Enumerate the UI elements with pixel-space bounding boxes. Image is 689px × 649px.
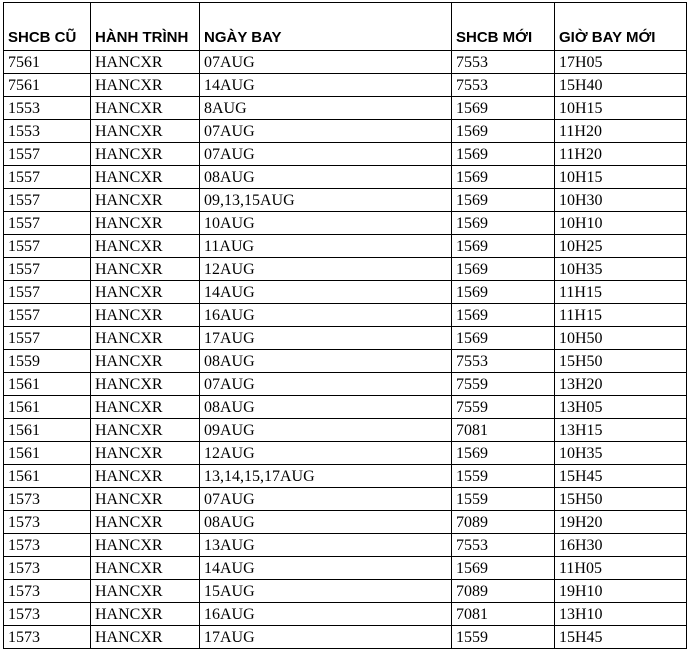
- table-row: [4, 97, 687, 120]
- cell-new-flight-time: 10H30: [555, 189, 687, 212]
- cell-new-flight-number: 7089: [452, 580, 555, 603]
- cell-route: HANCXR: [91, 166, 200, 189]
- cell-flight-date: 08AUG: [200, 511, 452, 534]
- cell-old-flight-number: 1557: [4, 166, 91, 189]
- cell-old-flight-number: 1559: [4, 350, 91, 373]
- flight-change-table: [3, 2, 687, 649]
- cell-route: HANCXR: [91, 189, 200, 212]
- table-row: [4, 419, 687, 442]
- cell-route: HANCXR: [91, 419, 200, 442]
- cell-flight-date: 13AUG: [200, 534, 452, 557]
- cell-new-flight-time: 19H10: [555, 580, 687, 603]
- cell-new-flight-number: 1559: [452, 465, 555, 488]
- cell-new-flight-number: 1569: [452, 442, 555, 465]
- cell-flight-date: 08AUG: [200, 350, 452, 373]
- cell-new-flight-time: 13H15: [555, 419, 687, 442]
- table-row: [4, 166, 687, 189]
- cell-new-flight-time: 11H05: [555, 557, 687, 580]
- table-row: [4, 442, 687, 465]
- cell-flight-date: 13,14,15,17AUG: [200, 465, 452, 488]
- cell-route: HANCXR: [91, 51, 200, 74]
- cell-route: HANCXR: [91, 235, 200, 258]
- table-row: [4, 258, 687, 281]
- cell-old-flight-number: 1557: [4, 281, 91, 304]
- header-new-flight-number: SHCB MỚI: [452, 3, 555, 51]
- cell-flight-date: 10AUG: [200, 212, 452, 235]
- cell-old-flight-number: 1573: [4, 557, 91, 580]
- cell-old-flight-number: 1573: [4, 488, 91, 511]
- cell-new-flight-number: 7081: [452, 419, 555, 442]
- cell-route: HANCXR: [91, 511, 200, 534]
- cell-old-flight-number: 1573: [4, 534, 91, 557]
- cell-old-flight-number: 1557: [4, 327, 91, 350]
- cell-old-flight-number: 1573: [4, 603, 91, 626]
- cell-flight-date: 07AUG: [200, 51, 452, 74]
- cell-new-flight-number: 1569: [452, 304, 555, 327]
- cell-new-flight-number: 1559: [452, 626, 555, 649]
- cell-flight-date: 11AUG: [200, 235, 452, 258]
- cell-route: HANCXR: [91, 442, 200, 465]
- cell-new-flight-time: 10H25: [555, 235, 687, 258]
- cell-old-flight-number: 1561: [4, 465, 91, 488]
- cell-route: HANCXR: [91, 488, 200, 511]
- table-row: [4, 120, 687, 143]
- cell-new-flight-time: 17H05: [555, 51, 687, 74]
- cell-route: HANCXR: [91, 465, 200, 488]
- cell-new-flight-number: 1569: [452, 557, 555, 580]
- cell-old-flight-number: 1557: [4, 189, 91, 212]
- cell-new-flight-time: 16H30: [555, 534, 687, 557]
- table-header-row: [4, 3, 687, 51]
- header-new-flight-time: GIỜ BAY MỚI: [555, 3, 687, 51]
- table-row: [4, 304, 687, 327]
- cell-route: HANCXR: [91, 603, 200, 626]
- cell-new-flight-number: 1569: [452, 281, 555, 304]
- cell-old-flight-number: 1557: [4, 143, 91, 166]
- cell-route: HANCXR: [91, 396, 200, 419]
- cell-new-flight-time: 13H20: [555, 373, 687, 396]
- cell-old-flight-number: 7561: [4, 74, 91, 97]
- cell-new-flight-number: 1569: [452, 235, 555, 258]
- table-row: [4, 373, 687, 396]
- cell-flight-date: 8AUG: [200, 97, 452, 120]
- cell-flight-date: 07AUG: [200, 488, 452, 511]
- table-row: [4, 626, 687, 649]
- cell-old-flight-number: 1561: [4, 396, 91, 419]
- cell-old-flight-number: 1561: [4, 373, 91, 396]
- cell-new-flight-time: 10H35: [555, 258, 687, 281]
- cell-new-flight-number: 7553: [452, 350, 555, 373]
- cell-flight-date: 07AUG: [200, 143, 452, 166]
- cell-new-flight-time: 15H50: [555, 350, 687, 373]
- cell-new-flight-time: 19H20: [555, 511, 687, 534]
- cell-new-flight-time: 15H45: [555, 465, 687, 488]
- cell-flight-date: 17AUG: [200, 327, 452, 350]
- table-row: [4, 235, 687, 258]
- table-row: [4, 51, 687, 74]
- cell-new-flight-time: 11H15: [555, 304, 687, 327]
- cell-route: HANCXR: [91, 143, 200, 166]
- cell-route: HANCXR: [91, 258, 200, 281]
- table-row: [4, 603, 687, 626]
- cell-new-flight-number: 7089: [452, 511, 555, 534]
- cell-route: HANCXR: [91, 580, 200, 603]
- cell-route: HANCXR: [91, 74, 200, 97]
- cell-new-flight-number: 1569: [452, 258, 555, 281]
- cell-route: HANCXR: [91, 304, 200, 327]
- cell-new-flight-number: 7553: [452, 534, 555, 557]
- cell-route: HANCXR: [91, 212, 200, 235]
- cell-flight-date: 12AUG: [200, 442, 452, 465]
- cell-route: HANCXR: [91, 557, 200, 580]
- cell-old-flight-number: 1557: [4, 258, 91, 281]
- cell-route: HANCXR: [91, 327, 200, 350]
- cell-new-flight-time: 11H15: [555, 281, 687, 304]
- table-row: [4, 465, 687, 488]
- cell-flight-date: 07AUG: [200, 120, 452, 143]
- cell-new-flight-time: 11H20: [555, 120, 687, 143]
- cell-new-flight-time: 10H15: [555, 166, 687, 189]
- table-row: [4, 281, 687, 304]
- cell-new-flight-time: 10H15: [555, 97, 687, 120]
- table-row: [4, 350, 687, 373]
- cell-old-flight-number: 1573: [4, 511, 91, 534]
- cell-new-flight-number: 7559: [452, 396, 555, 419]
- cell-new-flight-number: 1569: [452, 212, 555, 235]
- cell-new-flight-number: 1569: [452, 120, 555, 143]
- cell-old-flight-number: 1557: [4, 304, 91, 327]
- cell-new-flight-number: 1559: [452, 488, 555, 511]
- table-row: [4, 74, 687, 97]
- cell-new-flight-number: 1569: [452, 143, 555, 166]
- cell-new-flight-time: 10H10: [555, 212, 687, 235]
- cell-route: HANCXR: [91, 626, 200, 649]
- cell-flight-date: 09AUG: [200, 419, 452, 442]
- cell-old-flight-number: 1553: [4, 97, 91, 120]
- table-row: [4, 212, 687, 235]
- cell-new-flight-number: 1569: [452, 97, 555, 120]
- cell-flight-date: 15AUG: [200, 580, 452, 603]
- table-row: [4, 488, 687, 511]
- cell-new-flight-number: 1569: [452, 189, 555, 212]
- cell-new-flight-time: 13H10: [555, 603, 687, 626]
- cell-old-flight-number: 1557: [4, 235, 91, 258]
- cell-new-flight-time: 10H35: [555, 442, 687, 465]
- cell-route: HANCXR: [91, 373, 200, 396]
- cell-flight-date: 08AUG: [200, 396, 452, 419]
- cell-old-flight-number: 1573: [4, 580, 91, 603]
- cell-flight-date: 09,13,15AUG: [200, 189, 452, 212]
- cell-flight-date: 16AUG: [200, 603, 452, 626]
- cell-new-flight-time: 15H50: [555, 488, 687, 511]
- cell-new-flight-number: 7553: [452, 51, 555, 74]
- table-row: [4, 534, 687, 557]
- cell-old-flight-number: 1553: [4, 120, 91, 143]
- cell-old-flight-number: 7561: [4, 51, 91, 74]
- header-route: HÀNH TRÌNH: [91, 3, 200, 51]
- header-old-flight-number: SHCB CŨ: [4, 3, 91, 51]
- cell-new-flight-time: 15H45: [555, 626, 687, 649]
- cell-flight-date: 07AUG: [200, 373, 452, 396]
- cell-new-flight-time: 15H40: [555, 74, 687, 97]
- cell-flight-date: 16AUG: [200, 304, 452, 327]
- cell-new-flight-time: 13H05: [555, 396, 687, 419]
- cell-flight-date: 14AUG: [200, 557, 452, 580]
- table-row: [4, 143, 687, 166]
- cell-new-flight-number: 7559: [452, 373, 555, 396]
- cell-route: HANCXR: [91, 97, 200, 120]
- cell-new-flight-number: 1569: [452, 327, 555, 350]
- cell-new-flight-number: 1569: [452, 166, 555, 189]
- cell-flight-date: 12AUG: [200, 258, 452, 281]
- cell-new-flight-time: 10H50: [555, 327, 687, 350]
- table-row: [4, 327, 687, 350]
- table-row: [4, 511, 687, 534]
- cell-new-flight-number: 7553: [452, 74, 555, 97]
- table-row: [4, 396, 687, 419]
- cell-route: HANCXR: [91, 534, 200, 557]
- cell-flight-date: 17AUG: [200, 626, 452, 649]
- table-row: [4, 557, 687, 580]
- table-row: [4, 189, 687, 212]
- cell-new-flight-time: 11H20: [555, 143, 687, 166]
- cell-flight-date: 14AUG: [200, 281, 452, 304]
- cell-route: HANCXR: [91, 120, 200, 143]
- cell-flight-date: 08AUG: [200, 166, 452, 189]
- cell-flight-date: 14AUG: [200, 74, 452, 97]
- cell-route: HANCXR: [91, 350, 200, 373]
- cell-route: HANCXR: [91, 281, 200, 304]
- cell-new-flight-number: 7081: [452, 603, 555, 626]
- header-flight-date: NGÀY BAY: [200, 3, 452, 51]
- cell-old-flight-number: 1561: [4, 442, 91, 465]
- cell-old-flight-number: 1557: [4, 212, 91, 235]
- cell-old-flight-number: 1573: [4, 626, 91, 649]
- table-row: [4, 580, 687, 603]
- cell-old-flight-number: 1561: [4, 419, 91, 442]
